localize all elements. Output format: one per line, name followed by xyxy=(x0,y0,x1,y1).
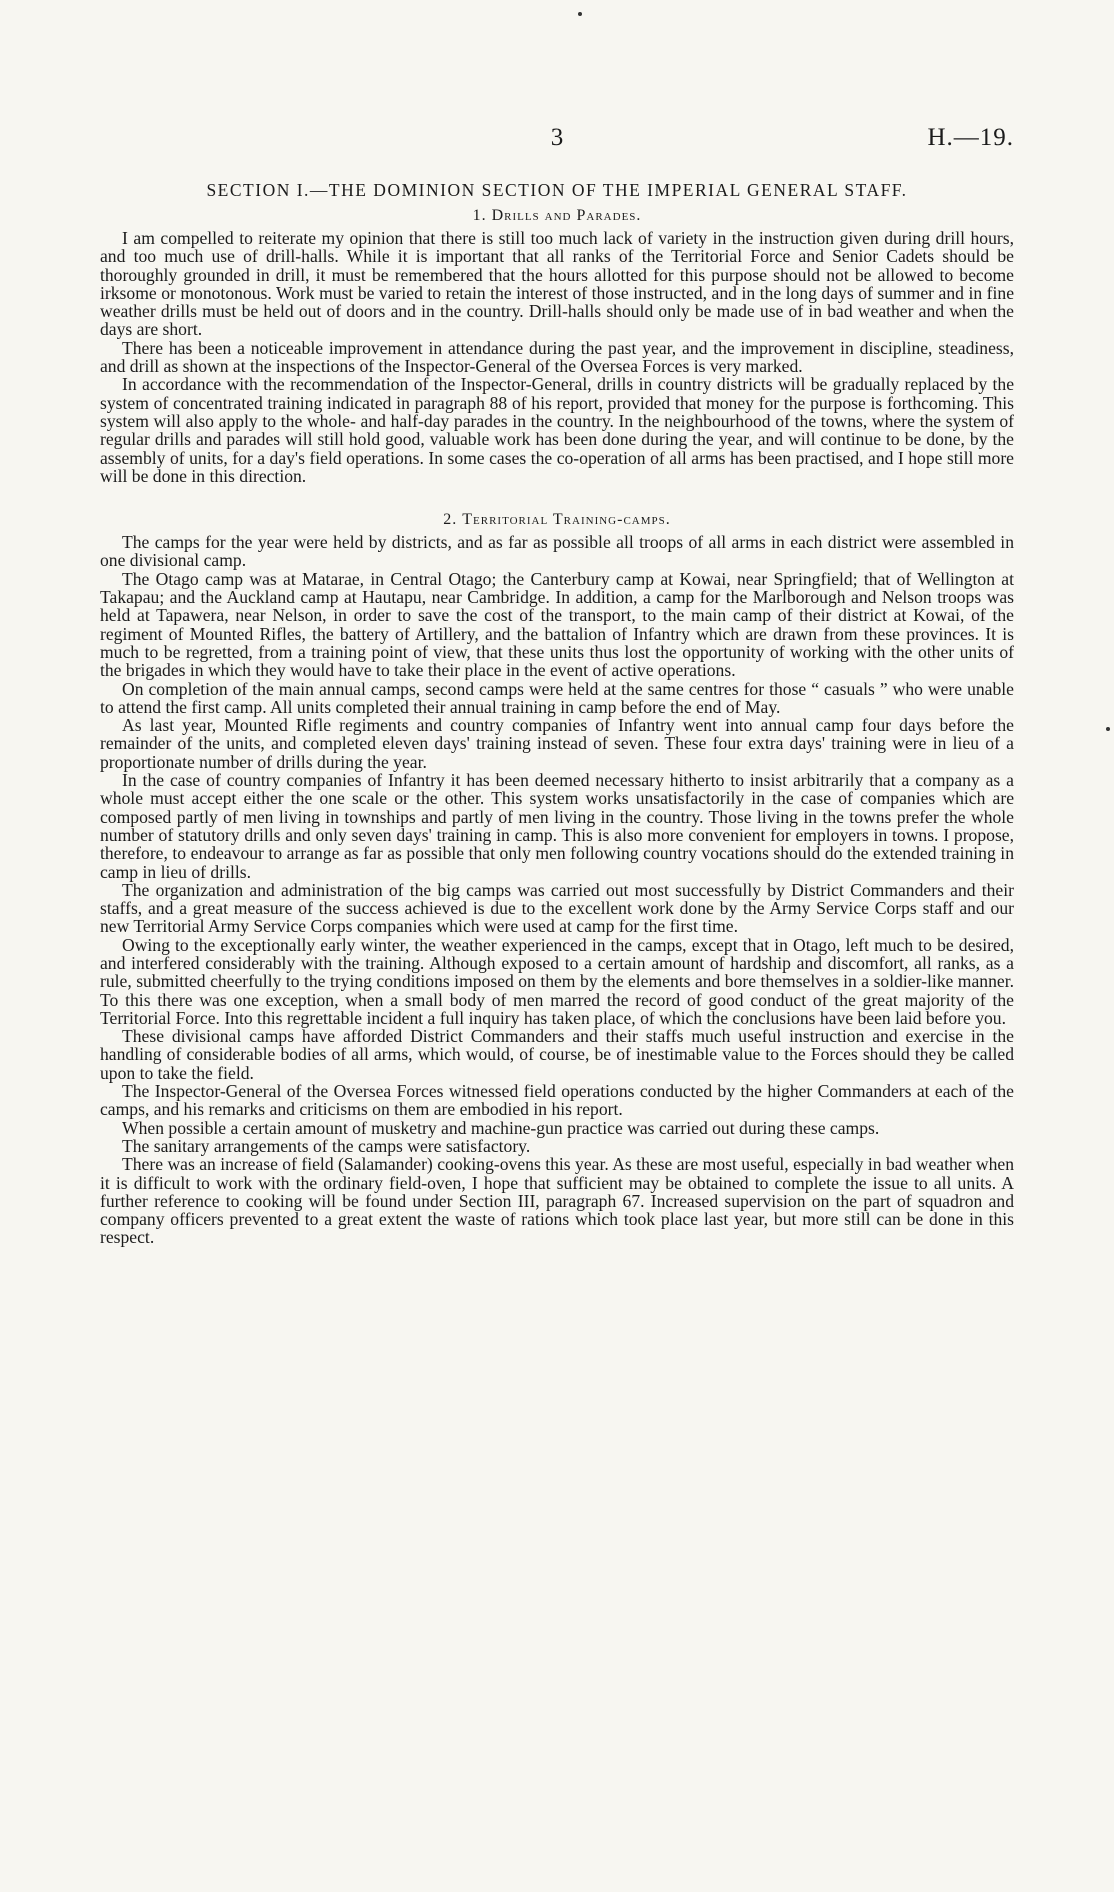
paragraph: There has been a noticeable improvement in attendance during the past year, and the improvement in discipline, steadiness, and drill as shown at the inspections of the Inspector-General of the Oversea Forces is very marked. xyxy=(100,337,1014,377)
paragraph: In the case of country companies of Infantry it has been deemed necessary hitherto to insist arbitrarily that a company as a whole must accept either the one scale or the other. This system works unsatisfactorily in the case of companies which are composed partly of men living in townships and partly of men living in the country. Those living in the towns prefer the whole number of statutory drills and only seven days' training in camp. This is also more convenient for employers in towns. I propose, therefore, to endeavour to arrange as far as possible that only men following country vocations should do the extended training in camp in lieu of drills. xyxy=(100,770,1014,882)
paragraph: The Otago camp was at Matarae, in Central Otago; the Canterbury camp at Kowai, near Springfield; that of Wellington at Takapau; and the Auckland camp at Hautapu, near Cambridge. In addition, a camp for the Marlborough and Nelson troops was held at Tapawera, near Nelson, in order to save the cost of the transport, to the main camp of their district at Kowai, of the regiment of Mounted Rifles, the battery of Artillery, and the battalion of Infantry which are drawn from these provinces. It is much to be regretted, from a training point of view, that these units thus lost the opportunity of working with the other units of the brigades in which they would have to take their place in the event of active operations. xyxy=(100,568,1014,681)
paragraph: The camps for the year were held by districts, and as far as possible all troops of all arms in each district were assembled in one divisional camp. xyxy=(100,532,1014,571)
print-speck xyxy=(578,12,582,16)
paragraph: There was an increase of field (Salamander) cooking-ovens this year. As these are most useful, especially in bad weather when it is difficult to work with the ordinary field-oven, I hope that sufficient may be obtained to complete the issue to all units. A further reference to cooking will be found under Section III, paragraph 67. Increased supervision on the part of squadron and company officers prevented to a great extent the waste of rations which took place last year, but more still can be done in this respect. xyxy=(100,1154,1014,1248)
paragraph: When possible a certain amount of musketry and machine-gun practice was carried out during these camps. xyxy=(122,1117,880,1138)
part-drills-and-parades xyxy=(100,207,1014,485)
part-title: Territorial Training-camps. xyxy=(462,511,671,529)
paragraph: The sanitary arrangements of the camps were satisfactory. xyxy=(122,1135,531,1156)
part-heading xyxy=(100,511,1014,529)
part-number: 1. xyxy=(472,207,487,224)
page-header xyxy=(100,124,1014,160)
print-speck xyxy=(1106,727,1110,731)
document-code: H.—19. xyxy=(927,124,1014,151)
part-heading xyxy=(100,207,1014,225)
part-number: 2. xyxy=(443,511,458,529)
paragraph: The organization and administration of the big camps was carried out most successfully by District Commanders and their staffs, and a great measure of the success achieved is due to the excellent work done by the Army Service Corps staff and our new Territorial Army Service Corps companies which were used at camp for the first time. xyxy=(100,879,1014,937)
page-number: 3 xyxy=(550,124,564,151)
section-title: SECTION I.—THE DOMINION SECTION OF THE IMPERIAL GENERAL STAFF. xyxy=(206,180,908,200)
section-spacer xyxy=(100,485,1014,511)
paragraph: I am compelled to reiterate my opinion that there is still too much lack of variety in the instruction given during drill hours, and too much use of drill-halls. While it is important that all ranks of the Territorial Force and Senior Cadets should be thoroughly grounded in drill, it must be remembered that the hours allotted for this purpose should not be allowed to become irksome or monotonous. Work must be varied to retain the interest of those instructed, and in the long days of summer and in fine weather drills must be held out of doors and in the country. Drill-halls should only be made use of in bad weather and when the days are short. xyxy=(100,228,1014,340)
paragraph: The Inspector-General of the Oversea Forces witnessed field operations conducted by the higher Commanders at each of the camps, and his remarks and criticisms on them are embodied in his report. xyxy=(100,1081,1014,1120)
paragraph: On completion of the main annual camps, second camps were held at the same centres for those “ casuals ” who were unable to attend the first camp. All units completed their annual training in camp before the end of May. xyxy=(100,678,1014,717)
paragraph: These divisional camps have afforded District Commanders and their staffs much useful instruction and exercise in the handling of considerable bodies of all arms, which would, of course, be of inestimable value to the Forces should they be called upon to take the field. xyxy=(100,1026,1014,1083)
paragraph: Owing to the exceptionally early winter, the weather experienced in the camps, except that in Otago, left much to be desired, and interfered considerably with the training. Although exposed to a certain amount of hardship and discomfort, all ranks, as a rule, submitted cheerfully to the trying conditions imposed on them by the elements and bore themselves in a soldier-like manner. To this there was one exception, when a small body of men marred the record of good conduct of the great majority of the Territorial Force. Into this regrettable incident a full inquiry has taken place, of which the conclusions have been laid before you. xyxy=(100,934,1014,1028)
part-territorial-training-camps xyxy=(100,511,1014,1247)
paragraph: In accordance with the recommendation of the Inspector-General, drills in country districts will be gradually replaced by the system of concentrated training indicated in paragraph 88 of his report, provided that money for the purpose is forthcoming. This system will also apply to the whole- and half-day parades in the country. In the neighbourhood of the towns, where the system of regular drills and parades will still hold good, valuable work has been done during the year, and will continue to be done, by the assembly of units, for a day's field operations. In some cases the co-operation of all arms has been practised, and I hope still more will be done in this direction. xyxy=(100,374,1014,486)
part-title: Drills and Parades. xyxy=(491,207,642,224)
document-body xyxy=(100,180,1014,1247)
paragraph: As last year, Mounted Rifle regiments and country companies of Infantry went into annual camp four days before the remainder of the units, and completed eleven days' training instead of seven. These four extra days' training were in lieu of a proportionate number of drills during the year. xyxy=(100,715,1014,772)
